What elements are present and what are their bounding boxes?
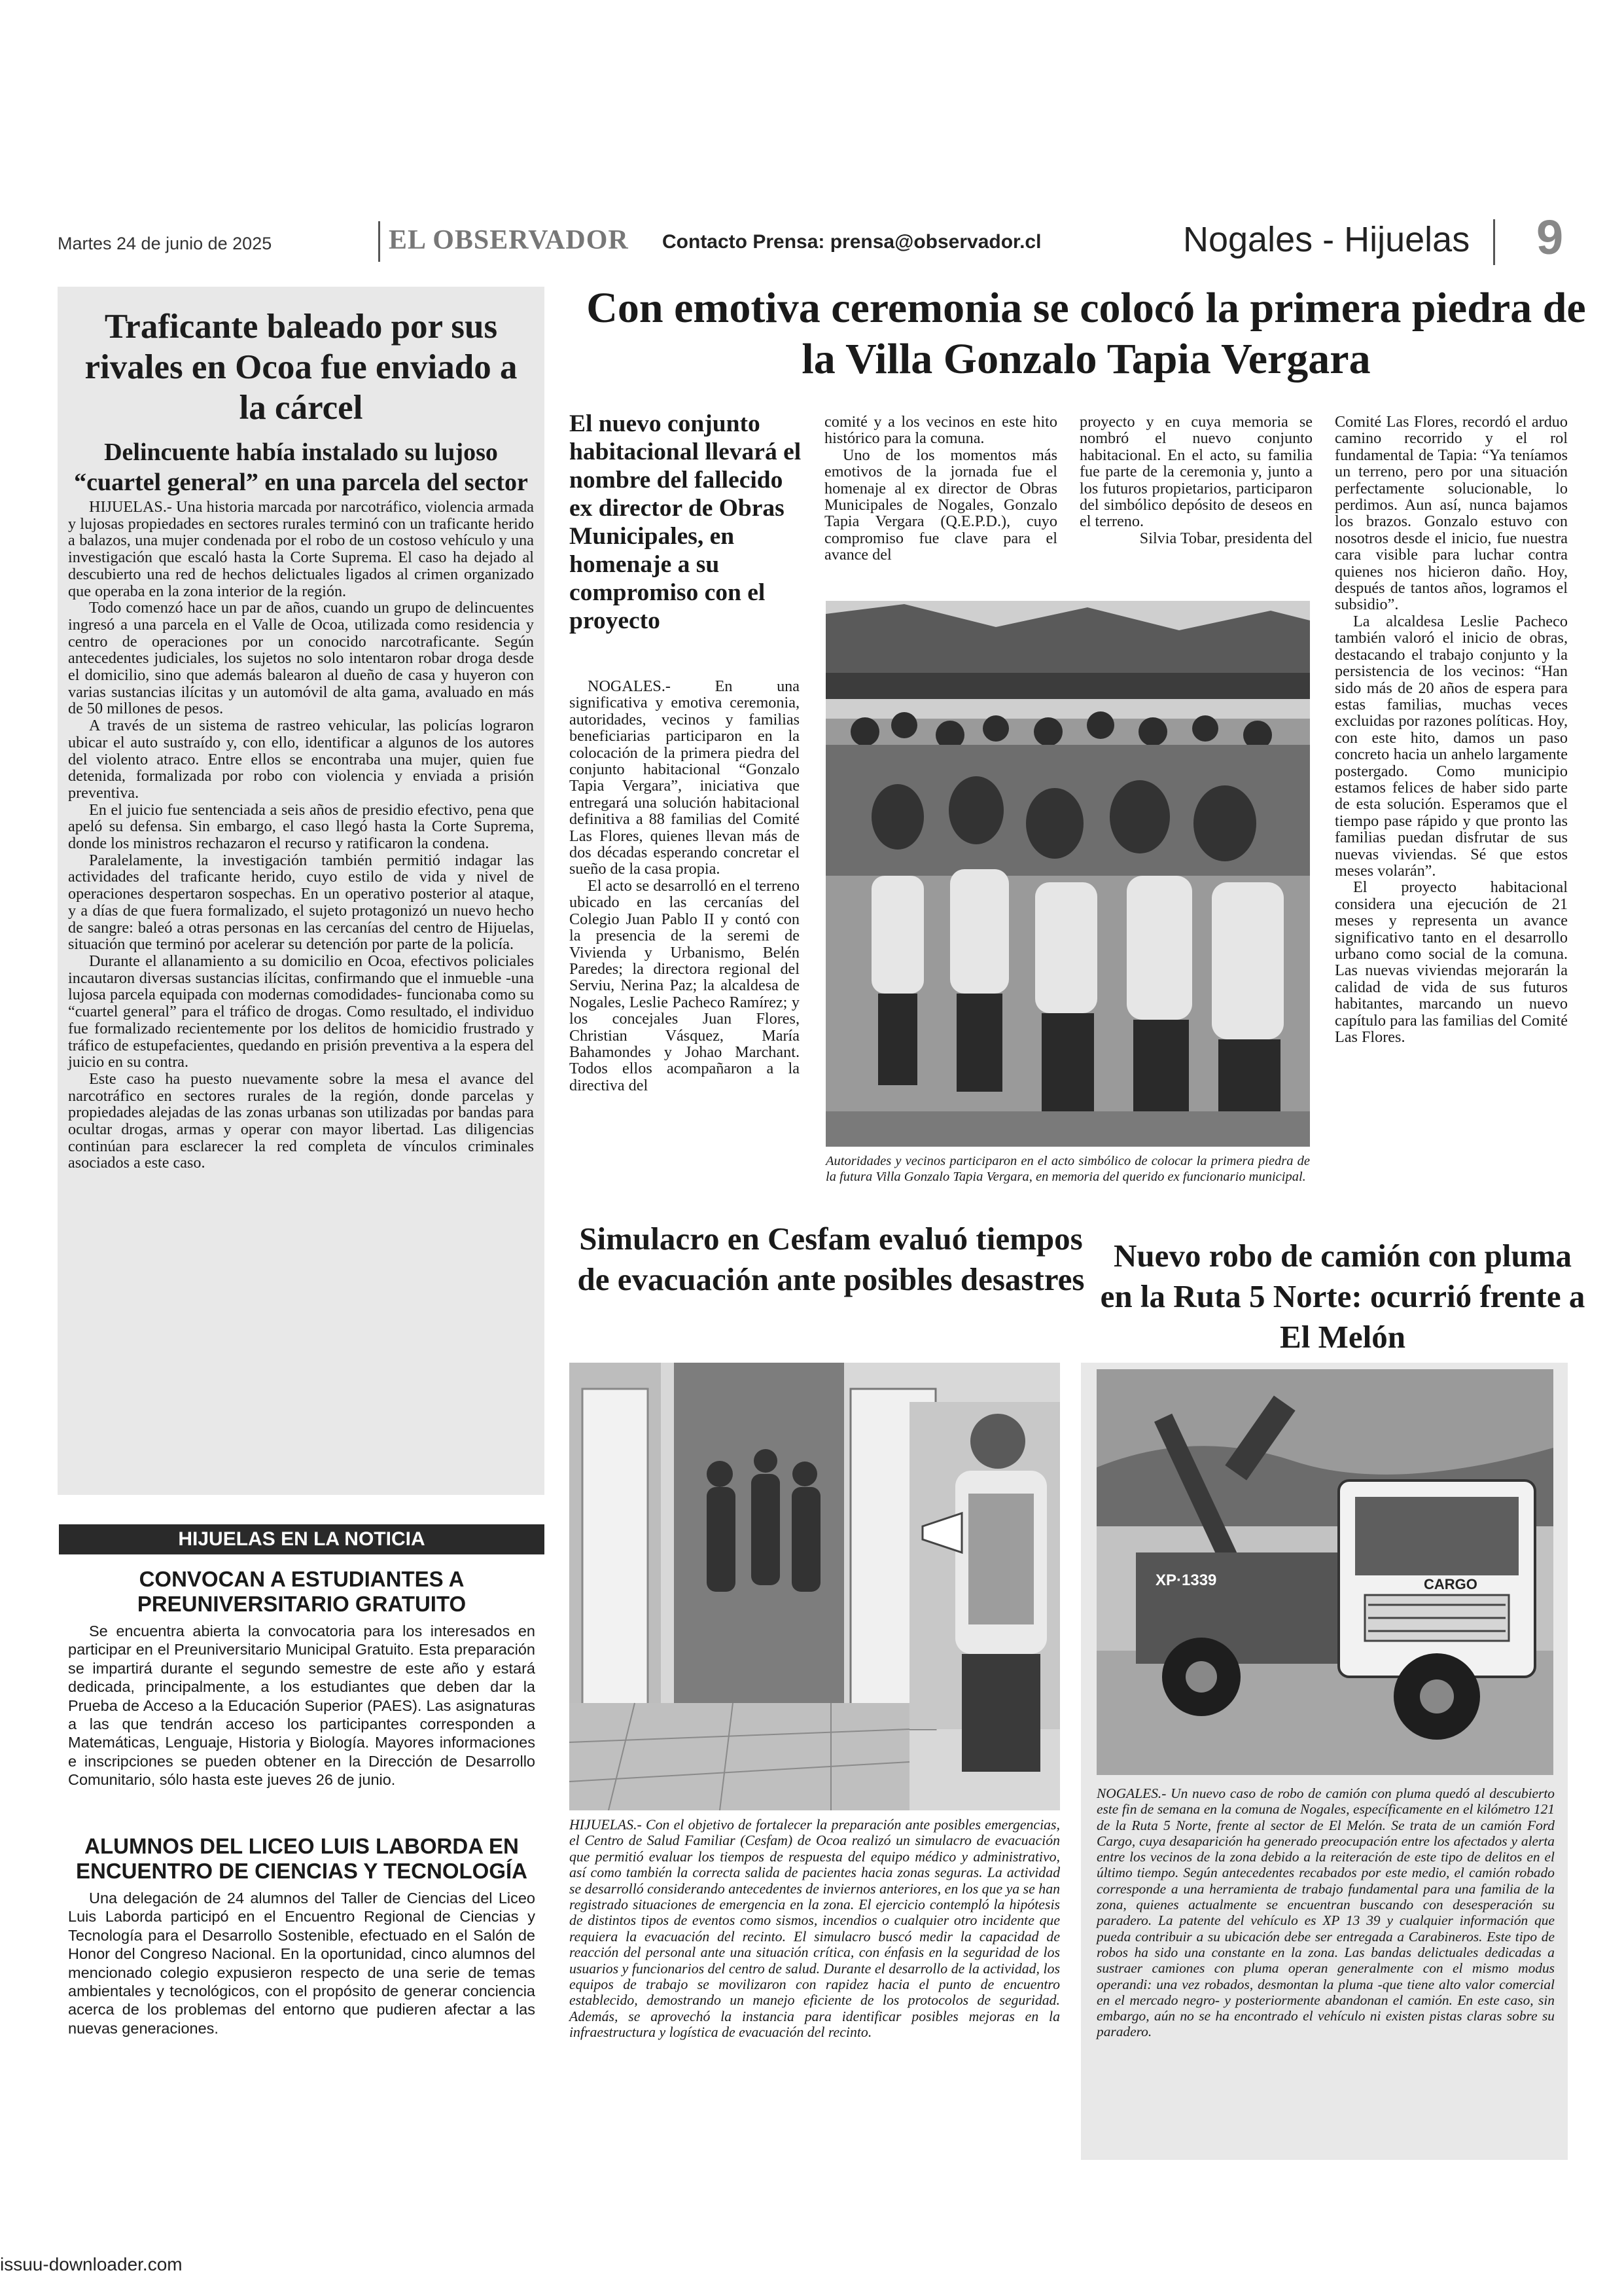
paragraph: NOGALES.- En una significativa y emotiva ceremonia, autoridades, vecinos y familias beneficiarias participaron en la colocación de la primera piedra del conjunto habitacional “Gonzalo Tapia Vergara”, iniciativa que entregará una solución habitacional definitiva a 88 familias del Comité Las Flores, quienes llevan más de dos décadas esperando concretar el sueño de la casa propia. [569,677,800,878]
paragraph: Paralelamente, la investigación también permitió indagar las actividades del traficante herido, cuyo estilo de vida y nivel de operaciones despertaron sospechas. En un operativo posterior al ataque, y a días de que fuera formalizado, el sujeto protagonizó un nuevo hecho de sangre: baleó a otras personas en las cercanías del centro de Hijuelas, situación que terminó por acelerar su detención por parte de la policía. [68,851,534,954]
paragraph: El proyecto habitacional considera una ejecución de 21 meses y representa un avance significativo tanto en el desarrollo urbano como social de la comuna. Las nuevas viviendas mejorarán la calidad de vida de sus futuros habitantes, marcando un nuevo capítulo para las familias del Comité Las Flores. [1335,878,1568,1047]
paragraph: proyecto y en cuya memoria se nombró el nuevo conjunto habitacional. En el acto, su familia fue parte de la ceremonia y, junto a los futuros propietarios, participaron del simbólico depósito de deseos en el terreno. [1080,413,1313,531]
main-article-column [569,678,800,1094]
footer-watermark: issuu-downloader.com [0,2254,183,2274]
notice-item-title: ALUMNOS DEL LICEO LUIS LABORDA EN ENCUENTRO DE CIENCIAS Y TECNOLOGÍA [75,1834,528,1883]
simulacro-body [569,1817,1060,2041]
notice-item-title: CONVOCAN A ESTUDIANTES A PREUNIVERSITARIO GRATUITO [137,1567,467,1616]
page-date: Martes 24 de junio de 2025 [58,234,272,253]
notice-header: HIJUELAS EN LA NOTICIA [59,1524,544,1554]
main-article-column [824,414,1057,564]
paragraph: A través de un sistema de rastreo vehicular, las policías lograron ubicar el auto sustraído y, con ello, identificar a algunos de los autores del violento atraco. Entre ellos se encontraba una mujer, quien fue detenida, formalizada por robo con violencia y enviada a prisión preventiva. [68,717,534,802]
main-article-column [1080,414,1313,547]
paragraph: NOGALES.- Un nuevo caso de robo de camión con pluma quedó al descubierto este fin de semana en la comuna de Nogales, específicamente en el kilómetro 121 de la Ruta 5 Norte, frente al sector de El Melón. Se trata de un camión Ford Cargo, cuya desaparición ha generado preocupación entre los afectados y alerta entre los vecinos de la zona debido a la reiteración de este tipo de delitos en el último tiempo. Según antecedentes recabados por este medio, el camión robado corresponde a una herramienta de trabajo fundamental para una familia de la zona, quienes actualmente se encuentran buscando con desesperación su paradero. La patente del vehículo es XP 13 39 y cualquier información que pueda contribuir a su ubicación debe ser entregada a Carabineros. Este tipo de robos ha sido una constante en la zona. Las bandas delictuales dedicadas a sustraer camiones con pluma operan generalmente con el mismo modus operandi: una vez robados, desmontan la pluma -que tiene alto valor comercial en el mercado negro- y posteriormente abandonan el camión. En este caso, sin embargo, aún no se ha encontrado el vehículo ni existen pistas claras sobre su paradero. [1097,1785,1555,2040]
paragraph: En el juicio fue sentenciada a seis años de presidio efectivo, pena que apeló su defensa. Sin embargo, el caso llegó hasta la Corte Suprema, donde los ministros rechazaron el recurso y ratificaron la condena. [68,800,534,853]
paragraph: Silvia Tobar, presidenta del [1139,529,1313,547]
photo-caption: Autoridades y vecinos participaron en el acto simbólico de colocar la primera piedra de la futura Villa Gonzalo Tapia Vergara, en memoria del querido ex funcionario municipal. [826,1154,1310,1184]
paragraph: La alcaldesa Leslie Pacheco también valoró el inicio de obras, destacando el trabajo conjunto y la persistencia de los vecinos: “Han sido más de 20 años de espera para estas familias, muchas veces excluidas por razones políticas. Hoy, con este hito, damos un paso concreto hacia un anhelo largamente postergado. Como municipio estamos felices de haber sido parte de esta solución. Esperamos que el tiempo pase rápido y que pronto las familias puedan disfrutar de sus nuevas viviendas. Sé que estos meses volarán”. [1335,612,1568,880]
left-article-title: Traficante baleado por sus rivales en Ocoa fue enviado a la cárcel [84,308,518,427]
truck-photo [1097,1369,1553,1775]
header-divider [1493,219,1495,265]
header-divider [378,221,380,262]
paragraph: Este caso ha puesto nuevamente sobre la mesa el avance del narcotráfico en sectores rurales de la región, donde parcelas y propiedades alejadas de las zonas urbanas son utilizadas por bandas para ocultar drogas, armas y operar con mayor libertad. Las diligencias continúan para esclarecer la red completa de vínculos criminales asociados a este caso. [68,1069,534,1172]
robo-body [1097,1785,1555,2040]
paragraph: HIJUELAS.- Una historia marcada por narcotráfico, violencia armada y lujosas propiedades en sectores rurales terminó con un traficante herido a balazos, una mujer condenada por el robo de un costoso vehículo y una investigación que escaló hasta la Corte Suprema. El caso ha dejado al descubierto una red de hechos delictuales ligados al crimen organizado que operaba en la zona interior de la región. [68,498,534,600]
paragraph: Uno de los momentos más emotivos de la jornada fue el homenaje al ex director de Obras Municipales de Nogales, Gonzalo Tapia Vergara (Q.E.P.D.), cuyo compromiso fue clave para el avance del [824,446,1057,564]
paragraph: HIJUELAS.- Con el objetivo de fortalecer la preparación ante posibles emergencias, el Centro de Salud Familiar (Cesfam) de Ocoa realizó un simulacro de evacuación que permitió evaluar los tiempos de respuesta del equipo médico y administrativo, así como también la correcta salida de pacientes hacia zonas seguras. La actividad se desarrolló considerando antecedentes de inviernos anteriores, en los que ya se han registrado situaciones de emergencia en la zona. El ejercicio contempló la hipótesis de distintos tipos de eventos como sismos, incendios o cualquier otro incidente que requiera la evacuación del recinto. El simulacro buscó medir la capacidad de reacción del personal ante una situación crítica, con énfasis en la seguridad de los usuarios y funcionarios del centro de salud. Durante el desarrollo de la actividad, los equipos de trabajo se movilizaron con rapidez hacia el punto de encuentro establecido, demostrando un manejo eficiente de los protocolos de seguridad. Además, se aprovechó la instancia para identificar posibles mejoras en la infraestructura y logística de evacuación del recinto. [569,1817,1060,2041]
left-article-subtitle: Delincuente había instalado su lujoso “cuartel general” en una parcela del sector [74,439,528,496]
paragraph: Comité Las Flores, recordó el arduo camino recorrido y el rol fundamental de Tapia: “Ya teníamos un terreno, pero por una situación perfectamente solucionable, lo perdimos. Aun así, nunca bajamos los brazos. Gonzalo estuvo con nosotros desde el inicio, fue nuestra cara visible para luchar contra quienes nos hicieron daño. Hoy, después de tantos años, logramos el subsidio”. [1335,413,1568,614]
paragraph: Se encuentra abierta la convocatoria para los interesados en participar en el Preuniversitario Municipal Gratuito. Esta preparación se impartirá durante el segundo semestre de este año y estará dedicada, principalmente, a los estudiantes que deben dar la Prueba de Acceso a la Educación Superior (PAES). Las asignaturas a las que tendrán acceso los participantes corresponden a Matemáticas, Lenguaje, Historia y Biología. Mayores informaciones e inscripciones se pueden obtener en la Dirección de Desarrollo Comunitario, sólo hasta este jueves 26 de junio. [68,1623,535,1789]
ceremony-photo [826,601,1310,1147]
section-name: Nogales - Hijuelas [1183,220,1470,259]
paragraph: El acto se desarrolló en el terreno ubicado en las cercanías del Colegio Juan Pablo II y contó con la presencia de la seremi de Vivienda y Urbanismo, Belén Paredes; la directora regional del Serviu, Nerina Paz; la alcaldesa de Nogales, Leslie Pacheco Ramírez; y los concejales Juan Flores, Christian Vásquez, María Bahamondes y Johao Marchant. Todos ellos acompañaron a la directiva del [569,876,800,1094]
left-article-body [68,499,534,1172]
simulacro-title: Simulacro en Cesfam evaluó tiempos de evacuación ante posibles desastres [577,1221,1085,1297]
evacuation-drill-photo [569,1363,1060,1810]
press-contact: Contacto Prensa: prensa@observador.cl [662,231,1042,253]
paragraph: Durante el allanamiento a su domicilio en Ocoa, efectivos policiales incautaron diversas sustancias ilícitas, confirmando que el inmueble -una lujosa parcela equipada con modernas comodidades- funcionaba como su “cuartel general” para el tráfico de drogas. Como resultado, el individuo fue formalizado recientemente por los delitos de homicidio frustrado y tráfico de estupefacientes, quedando en prisión preventiva a la espera del juicio en su contra. [68,952,534,1071]
robo-title: Nuevo robo de camión con pluma en la Ruta 5 Norte: ocurrió frente a El Melón [1100,1238,1585,1355]
truck-plate-text: XP·1339 [1156,1571,1217,1589]
paragraph: Una delegación de 24 alumnos del Taller de Ciencias del Liceo Luis Laborda participó en el Encuentro Regional de Ciencias y Tecnología para el Desarrollo Sostenible, efectuado en el Salón de Honor del Congreso Nacional. En la oportunidad, cinco alumnos del mencionado colegio expusieron respecto de una serie de temas ambientales y tecnológicos, con el propósito de generar conciencia acerca de los problemas del entorno que pudieren afectar a las nuevas generaciones. [68,1890,535,2037]
paragraph: comité y a los vecinos en este hito histórico para la comuna. [824,413,1057,448]
main-article-title: Con emotiva ceremonia se colocó la primera piedra de la Villa Gonzalo Tapia Vergara [586,284,1586,383]
newspaper-name: EL OBSERVADOR [389,225,629,255]
main-article-deck: El nuevo conjunto habitacional llevará el nombre del fallecido ex director de Obras Municipales, en homenaje a su compromiso con el proyecto [569,410,802,634]
notice-item-body [68,1889,535,2037]
page-number: 9 [1536,210,1564,264]
notice-item-body [68,1622,535,1789]
truck-brand-text: CARGO [1424,1576,1477,1592]
main-article-column [1335,414,1568,1045]
paragraph: Todo comenzó hace un par de años, cuando un grupo de delincuentes ingresó a una parcela en el Valle de Ocoa, utilizada como residencia y centro de operaciones por un conocido narcotraficante. Según antecedentes judiciales, los sujetos no solo intentaron robar droga desde el domicilio, sino que además balearon al dueño de casa y huyeron con varias sustancias ilícitas y un automóvil de alta gama, avaluado en más de 50 millones de pesos. [68,599,534,718]
